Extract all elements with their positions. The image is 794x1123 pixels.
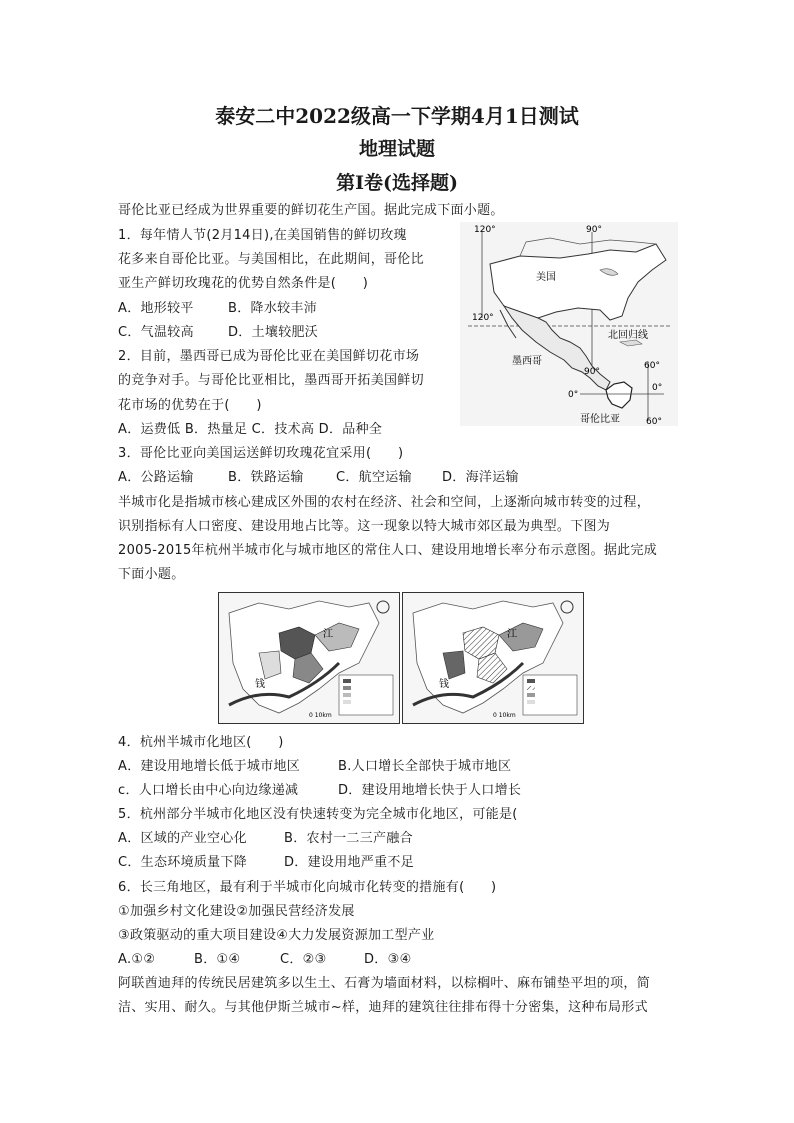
- part-title: 第I卷(选择题): [336, 172, 458, 194]
- q6-option-d: D．③④: [364, 952, 412, 967]
- q1-option-d: D．土壤较肥沃: [228, 325, 319, 340]
- hangzhou-map-population: [218, 592, 400, 724]
- group2-para-line1: 半城市化是指城市核心建成区外围的农村在经济、社会和空间，上逐渐向城市转变的过程，: [118, 495, 651, 510]
- exam-title: 泰安二中2022级高一下学期4月1日测试: [215, 104, 579, 128]
- group3-para-line1: 阿联酋迪拜的传统民居建筑多以生土、石膏为墙面材料，以棕榈叶、麻布铺垫平坦的项，简: [118, 976, 651, 991]
- q5-stem: 5．杭州部分半城市化地区没有快速转变为完全城市化地区，可能是(: [118, 807, 518, 822]
- subject-title: 地理试题: [358, 138, 435, 160]
- map-label-mexico: 墨西哥: [512, 356, 542, 367]
- map-lat-60: 60°: [646, 417, 662, 426]
- americas-map: [460, 222, 678, 426]
- hangzhou-map-landuse-drawing: [403, 593, 583, 723]
- q3-stem: 3．哥伦比亚向美国运送鲜切玫瑰花宜采用( ): [118, 446, 404, 461]
- q6-option-b: B．①④: [194, 952, 241, 967]
- q4-option-a: A．建设用地增长低于城市地区: [118, 759, 301, 774]
- map-label-colombia: 哥伦比亚: [580, 414, 620, 425]
- q2-line2: 的竞争对手。与哥伦比亚相比，墨西哥开拓美国鲜切: [118, 373, 424, 388]
- fig1-scale: 0 10km: [309, 712, 332, 719]
- group2-para-line2: 识别指标有人口密度、建设用地占比等。这一现象以特大城市郊区最为典型。下图为: [118, 519, 611, 534]
- group3-para-line2: 洁、实用、耐久。与其他伊斯兰城市~样，迪拜的建筑往往排布得十分密集，这种布局形式: [118, 1000, 648, 1015]
- q1-option-a: A．地形较平: [118, 301, 194, 316]
- q5-option-b: B．农村一二三产融合: [284, 831, 413, 846]
- q5-option-d: D．建设用地严重不足: [284, 855, 415, 870]
- fig1-river2-label: 钱: [255, 679, 265, 690]
- q3-option-b: B．铁路运输: [228, 470, 304, 485]
- q6-statement-1: ①加强乡村文化建设②加强民营经济发展: [118, 904, 355, 919]
- q6-statement-2: ③政策驱动的重大项目建设④大力发展资源加工型产业: [118, 928, 435, 943]
- q1-option-c: C．气温较高: [118, 325, 194, 340]
- americas-map-drawing: [460, 222, 678, 426]
- q2-options: A．运费低 B．热量足 C．技术高 D．品种全: [118, 422, 383, 437]
- fig1-river-label: 江: [323, 629, 333, 640]
- q4-option-c: c．人口增长由中心向边缘递减: [118, 783, 299, 798]
- q1-option-b: B．降水较丰沛: [228, 301, 318, 316]
- map-lon-120-top: 120°: [474, 225, 496, 235]
- q4-stem: 4．杭州半城市化地区( ): [118, 735, 284, 750]
- fig2-river2-label: 钱: [439, 679, 449, 690]
- map-lon-90-top: 90°: [586, 225, 602, 235]
- q1-line3: 亚生产鲜切玫瑰花的优势自然条件是( ): [118, 276, 369, 291]
- q3-option-d: D．海洋运输: [442, 470, 519, 485]
- q2-line1: 2．目前，墨西哥已成为哥伦比亚在美国鲜切花市场: [118, 349, 420, 364]
- q6-stem: 6．长三角地区，最有利于半城市化向城市化转变的措施有( ): [118, 880, 497, 895]
- map-lon-90-bottom: 90°: [584, 367, 600, 377]
- fig2-river-label: 江: [507, 629, 517, 640]
- hangzhou-map-population-drawing: [219, 593, 399, 723]
- q3-option-a: A．公路运输: [118, 470, 194, 485]
- map-label-tropic: 北回归线: [608, 330, 648, 341]
- map-lon-60: 60°: [644, 361, 660, 371]
- q6-option-a: A.①②: [118, 952, 156, 967]
- q1-line2: 花多来自哥伦比亚。与美国相比，在此期间，哥伦比: [118, 252, 424, 267]
- q4-option-d: D．建设用地增长快于人口增长: [338, 783, 522, 798]
- fig2-scale: 0 10km: [493, 712, 516, 719]
- q2-line3: 花市场的优势在于( ): [118, 398, 262, 413]
- group2-para-line4: 下面小题。: [118, 567, 185, 582]
- q1-line1: 1．每年情人节(2月14日),在美国销售的鲜切玫瑰: [118, 228, 407, 243]
- map-lon-120-bottom: 120°: [472, 313, 494, 323]
- group2-para-line3: 2005-2015年杭州半城市化与城市地区的常住人口、建设用地增长率分布示意图。据此完成: [118, 543, 658, 558]
- group1-intro: 哥伦比亚已经成为世界重要的鲜切花生产国。据此完成下面小题。: [118, 203, 504, 218]
- map-lat-0b: 0°: [652, 383, 663, 393]
- q4-option-b: B.人口增长全部快于城市地区: [338, 759, 512, 774]
- q6-option-c: C．②③: [280, 952, 327, 967]
- map-label-usa: 美国: [536, 272, 556, 283]
- q3-option-c: C．航空运输: [336, 470, 412, 485]
- q5-option-a: A．区域的产业空心化: [118, 831, 247, 846]
- hangzhou-map-landuse: [402, 592, 584, 724]
- map-lat-0: 0°: [568, 390, 579, 400]
- q5-option-c: C．生态环境质量下降: [118, 855, 248, 870]
